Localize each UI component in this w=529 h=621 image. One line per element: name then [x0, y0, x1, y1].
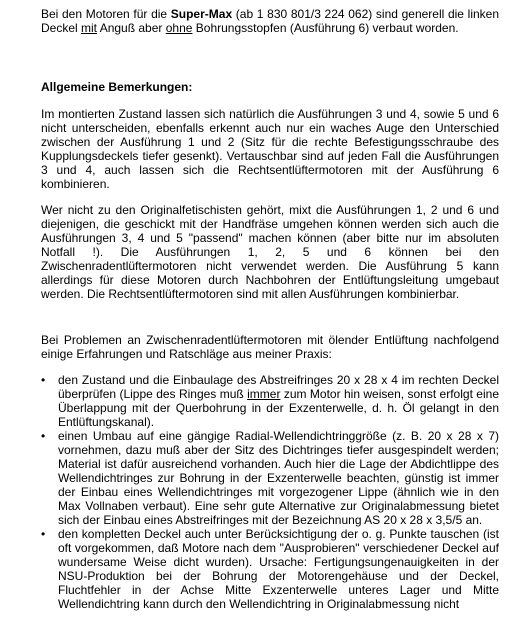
brand-name: Super-Max: [170, 7, 233, 21]
list-item-text-1a: den Zustand und die Einbaulage des Abstreifringes 20 x 28 x 4 im rechten Deckel überprüfen (Lippe des Ringes muß: [58, 373, 499, 401]
bullet-icon: •: [41, 373, 46, 387]
intro-text-3: Anguß aber: [97, 21, 166, 35]
list-item-text-1b: zum Motor hin weisen, sonst erfolgt eine Überlappung mit der Querbohrung in der Exzenterwelle, d. h. Öl gelangt in den Entlüftungskanal).: [58, 387, 499, 429]
underlined-ohne: ohne: [165, 21, 193, 35]
list-item: [41, 527, 499, 611]
bullet-icon: •: [41, 527, 46, 541]
list-item-text-3: den kompletten Deckel auch unter Berücksichtigung der o. g. Punkte tauschen (ist oft vorgekommen, daß Motore nach dem "Ausprobieren" verschiedener Deckel auf wundersame Weise dicht wurden). Ursache: Fertigungsungenauigkeiten in der NSU-Produktion bei der Bohrung der Motorengehäuse und der Deckel, Fluchtfehler in der Achse Mitte Exzenterwelle unteres Lager und Mitte Wellendichtring kann durch den Wellendichtring in Originalabmessung nicht: [58, 527, 499, 611]
section-heading: Allgemeine Bemerkungen:: [41, 80, 193, 94]
underlined-mit: mit: [81, 21, 98, 35]
intro-text-1: Bei den Motoren für die: [41, 7, 171, 21]
list-item-text-2: einen Umbau auf eine gängige Radial-Wellendichtringgröße (z. B. 20 x 28 x 7) vornehmen, dazu muß aber der Sitz des Dichtringes tiefer ausgespindelt werden; Material ist dafür ausreichend vorhanden. Auch hier die Lage der Abdichtlippe des Wellendichtringes zur Bohrung in der Exzenterwelle beachten, günstig ist immer der Einbau eines Wellendichtringes mit vorgezogener Lippe (ähnlich wie in den Max Vollnaben verbaut). Eine sehr gute Alternative zur Originalabmessung bietet sich der Einbau eines Abstreifringes mit der Bezeichnung AS 20 x 28 x 3,5/5 an.: [58, 429, 499, 527]
bullet-icon: •: [41, 429, 46, 443]
paragraph-mixing: Wer nicht zu den Originalfetischisten gehört, mixt die Ausführungen 1, 2 und 6 und diejenigen, die geschickt mit der Handfräse umgehen können werden sich auch die Ausführungen 3, 4 und 5 "passend" machen können (aber bitte nur im absoluten Notfall !). Die Ausführungen 1, 2, 5 und 6 können bei den Zwischenradentlüftermotoren nicht verwendet werden. Die Ausführung 5 kann allerdings für diese Motoren durch Nachbohren der Entlüftungsleitung umgebaut werden. Die Rechtsentlüftermotoren sind mit allen Ausführungen kombinierbar.: [41, 203, 499, 301]
list-item: [41, 429, 499, 527]
intro-text-4: Bohrungsstopfen (Ausführung 6) verbaut worden.: [192, 21, 459, 35]
list-item: [41, 373, 499, 429]
intro-text-2: (ab 1 830 801/3 224 062) sind generell die linken Deckel: [41, 7, 500, 35]
intro-paragraph: [41, 7, 499, 35]
underlined-immer: immer: [247, 387, 281, 401]
paragraph-problems: Bei Problemen an Zwischenradentlüftermotoren mit ölender Entlüftung nachfolgend einige Erfahrungen und Ratschläge aus meiner Praxis:: [41, 333, 499, 361]
advice-list: [41, 373, 499, 611]
paragraph-remarks: Im montierten Zustand lassen sich natürlich die Ausführungen 3 und 4, sowie 5 und 6 nicht unterscheiden, ebenfalls erkennt auch nur ein waches Auge den Unterschied zwischen der Ausführung 1 und 2 (Sitz für die rechte Befestigungsschraube des Kupplungsdeckels tiefer gesenkt). Vertauschbar sind auf jeden Fall die Ausführungen 3 und 4, auch lassen sich die Rechtsentlüftermotoren mit der Ausführung 6 kombinieren.: [41, 107, 499, 191]
